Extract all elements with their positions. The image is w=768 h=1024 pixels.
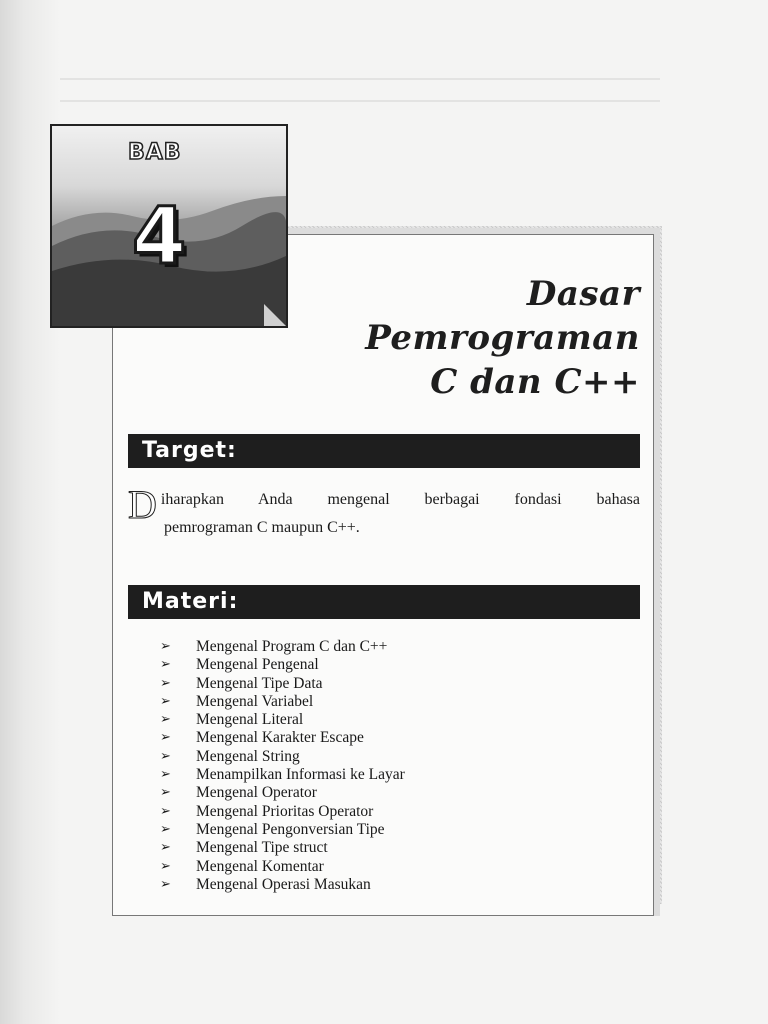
panel-shadow-top: [286, 226, 662, 234]
list-item: [160, 748, 405, 766]
arrow-bullet-icon: ➢: [160, 639, 171, 654]
target-heading: Target:: [128, 434, 640, 468]
title-line: C dan C++: [430, 362, 640, 402]
arrow-bullet-icon: ➢: [160, 693, 171, 709]
arrow-bullet-icon: ➢: [160, 876, 171, 892]
list-item-label: Mengenal Tipe struct: [196, 839, 328, 857]
list-item: [160, 638, 405, 656]
list-item-label: Mengenal Operasi Masukan: [196, 875, 371, 893]
list-item-label: Mengenal Pengonversian Tipe: [196, 820, 385, 838]
list-item: [160, 784, 405, 802]
bleed-through-line: [60, 78, 660, 80]
target-text-line: pemrograman C maupun C++.: [164, 519, 360, 536]
arrow-bullet-icon: ➢: [160, 657, 171, 673]
list-item-label: Menampilkan Informasi ke Layar: [196, 766, 405, 784]
arrow-bullet-icon: ➢: [160, 767, 171, 783]
list-item: [160, 729, 405, 747]
arrow-bullet-icon: ➢: [160, 803, 171, 819]
list-item: [160, 766, 405, 784]
chapter-label: BAB: [128, 140, 182, 165]
materi-heading: Materi:: [128, 585, 640, 619]
bleed-through-line: [60, 100, 660, 102]
arrow-bullet-icon: ➢: [160, 748, 171, 764]
arrow-bullet-icon: ➢: [160, 675, 171, 691]
title-line: Pemrograman: [365, 318, 640, 358]
list-item: [160, 821, 405, 839]
arrow-bullet-icon: ➢: [160, 712, 171, 728]
list-item: [160, 693, 405, 711]
list-item: [160, 803, 405, 821]
list-item-label: Mengenal Komentar: [196, 857, 324, 875]
list-item-label: Mengenal Pengenal: [196, 656, 319, 674]
list-item: [160, 711, 405, 729]
chapter-number: 4: [132, 192, 187, 282]
list-item-label: Mengenal Karakter Escape: [196, 729, 364, 747]
list-item-label: Mengenal Prioritas Operator: [196, 802, 374, 820]
list-item-label: Mengenal Tipe Data: [196, 674, 323, 692]
list-item-label: Mengenal Operator: [196, 784, 317, 802]
target-text-line: iharapkan Anda mengenal berbagai fondasi bahasa: [160, 491, 640, 508]
list-item-label: Mengenal String: [196, 747, 300, 765]
list-item: [160, 656, 405, 674]
list-item-label: Mengenal Program C dan C++: [196, 638, 388, 655]
title-line: Dasar: [526, 274, 640, 314]
target-paragraph: [128, 482, 640, 542]
arrow-bullet-icon: ➢: [160, 840, 171, 856]
dropcap-letter: D: [128, 482, 157, 527]
arrow-bullet-icon: ➢: [160, 858, 171, 874]
list-item: [160, 839, 405, 857]
list-item-label: Mengenal Variabel: [196, 692, 314, 710]
page-title: [240, 272, 640, 404]
list-item: [160, 876, 405, 894]
arrow-bullet-icon: ➢: [160, 730, 171, 746]
list-item: [160, 858, 405, 876]
list-item: [160, 675, 405, 693]
arrow-bullet-icon: ➢: [160, 821, 171, 837]
list-item-label: Mengenal Literal: [196, 711, 304, 729]
materi-list: [160, 638, 405, 894]
arrow-bullet-icon: ➢: [160, 785, 171, 801]
